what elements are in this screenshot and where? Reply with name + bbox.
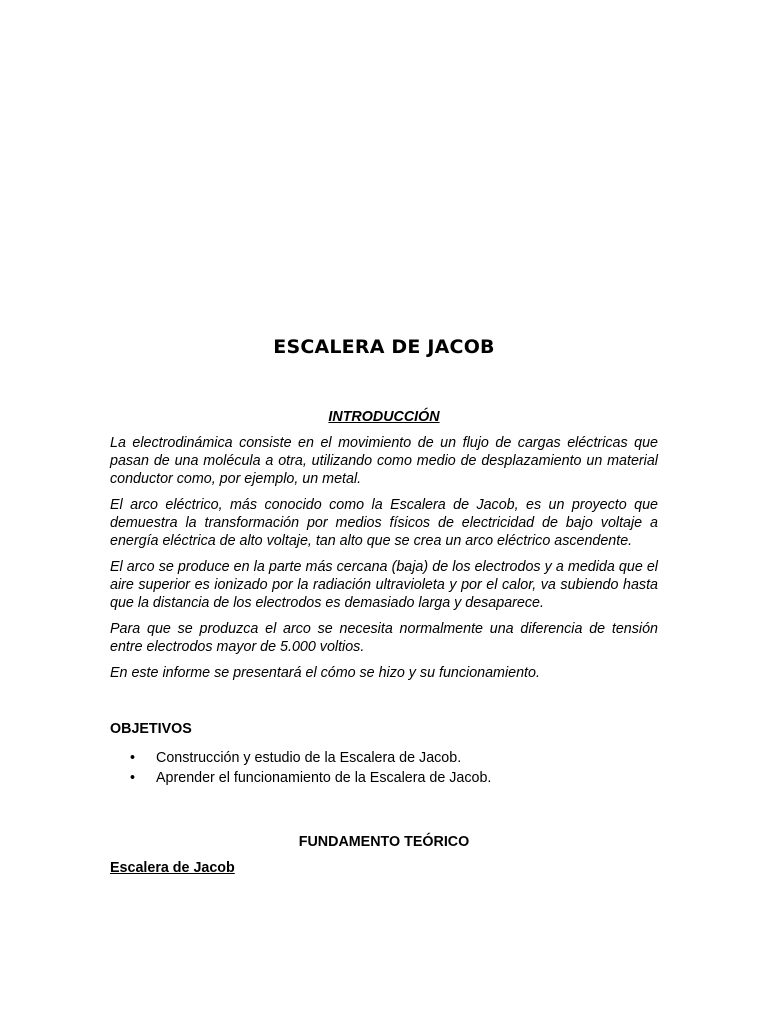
- introduccion-heading: INTRODUCCIÓN: [328, 409, 440, 425]
- list-item: [130, 769, 658, 787]
- objetivo-text: Construcción y estudio de la Escalera de Jacob.: [156, 750, 462, 766]
- document-title: ESCALERA DE JACOB: [273, 336, 495, 358]
- objetivo-text: Aprender el funcionamiento de la Escalera de Jacob.: [156, 770, 492, 786]
- objetivos-heading: OBJETIVOS: [110, 721, 192, 737]
- fundamento-heading: FUNDAMENTO TEÓRICO: [298, 834, 470, 850]
- bullet-icon: •: [130, 770, 136, 786]
- intro-paragraph-3: El arco se produce en la parte más cercana (baja) de los electrodos y a medida que el aire superior es ionizado por la radiación ultravioleta y por el calor, va subiendo hasta que la distancia de los electrodos es demasiado larga y desaparece.: [110, 559, 658, 611]
- objetivos-list: [110, 749, 658, 787]
- intro-paragraph-4: Para que se produzca el arco se necesita normalmente una diferencia de tensión entre electrodos mayor de 5.000 voltios.: [110, 621, 658, 655]
- intro-paragraph-2: El arco eléctrico, más conocido como la Escalera de Jacob, es un proyecto que demuestra la transformación por medios físicos de electricidad de bajo voltaje a energía eléctrica de alto voltaje, tan alto que se crea un arco eléctrico ascendente.: [110, 497, 658, 549]
- escalera-subheading: Escalera de Jacob: [110, 860, 235, 876]
- document-body: [110, 408, 658, 877]
- intro-paragraph-1: La electrodinámica consiste en el movimiento de un flujo de cargas eléctricas que pasan de una molécula a otra, utilizando como medio de desplazamiento un material conductor como, por ejemplo, un metal.: [110, 435, 658, 487]
- bullet-icon: •: [130, 750, 136, 766]
- intro-paragraph-5: En este informe se presentará el cómo se hizo y su funcionamiento.: [110, 665, 540, 681]
- list-item: [130, 749, 658, 767]
